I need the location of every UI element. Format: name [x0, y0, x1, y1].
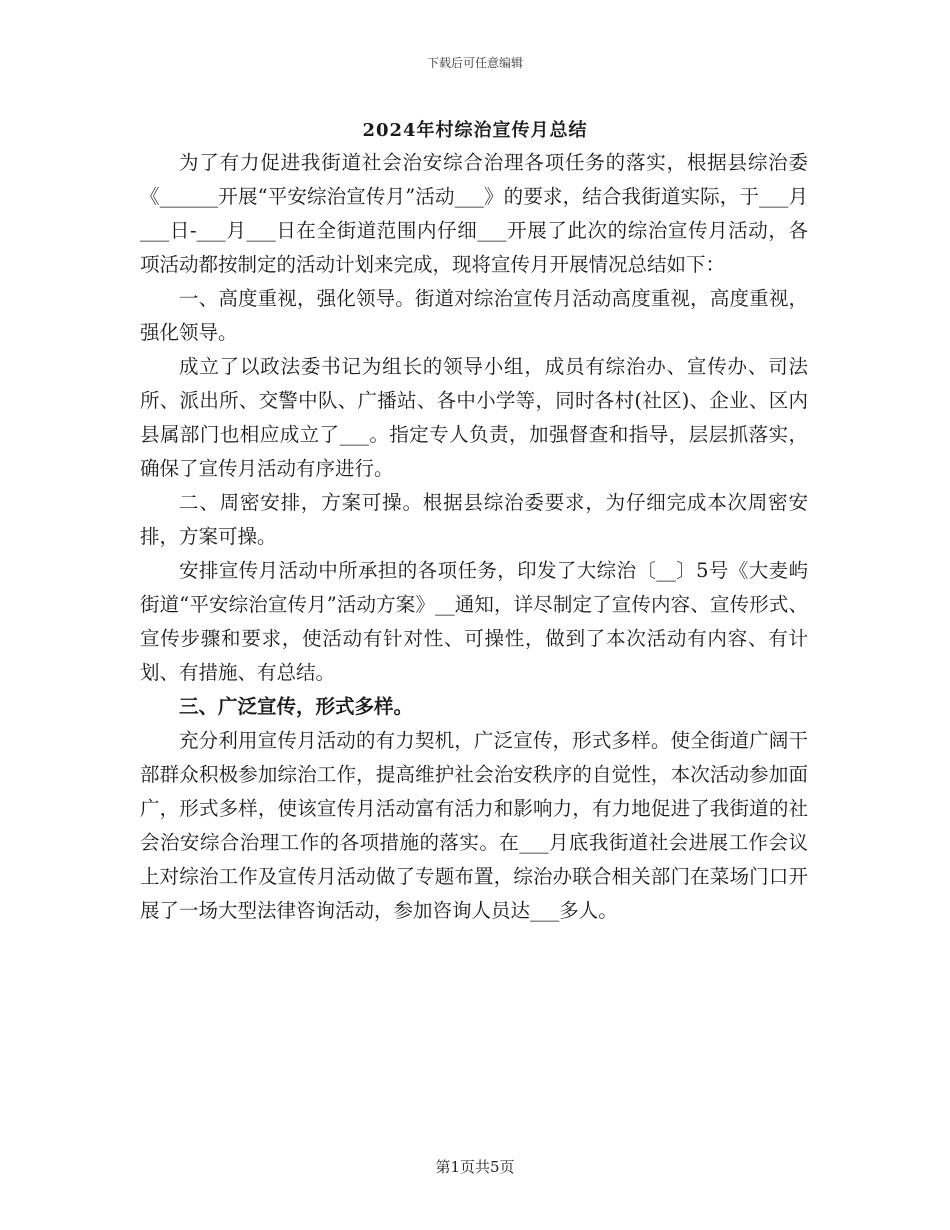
paragraph-section-2-heading: 二、周密安排，方案可操。根据县综治委要求，为仔细完成本次周密安排，方案可操。 [140, 491, 808, 548]
document-body [140, 146, 808, 928]
paragraph-section-1-heading: 一、高度重视，强化领导。街道对综治宣传月活动高度重视，高度重视，强化领导。 [140, 287, 808, 344]
paragraph-section-3-body: 充分利用宣传月活动的有力契机，广泛宣传，形式多样。使全街道广阔干部群众积极参加综治工作，提高维护社会治安秩序的自觉性，本次活动参加面广，形式多样，使该宣传月活动富有活力和影响力，有力地促进了我街道的社会治安综合治理工作的各项措施的落实。在___月底我街道社会进展工作会议上对综治工作及宣传月活动做了专题布置，综治办联合相关部门在菜场门口开展了一场大型法律咨询活动，参加咨询人员达___多人。 [140, 729, 808, 922]
header-note: 下载后可任意编辑 [426, 56, 523, 70]
document-title: 2024年村综治宣传月总结 [362, 120, 588, 141]
paragraph-intro: 为了有力促进我街道社会治安综合治理各项任务的落实，根据县综治委《______开展“平安综治宣传月”活动___》的要求，结合我街道实际，于___月___日-___月___日在全街道范围内仔细___开展了此次的综治宣传月活动，各项活动都按制定的活动计划来完成，现将宣传月开展情况总结如下： [140, 151, 808, 276]
page-indicator: 第1页共5页 [435, 1158, 515, 1176]
paragraph-section-3-heading: 三、广泛宣传，形式多样。 [179, 695, 414, 718]
paragraph-section-1-body: 成立了以政法委书记为组长的领导小组，成员有综治办、宣传办、司法所、派出所、交警中队、广播站、各中小学等，同时各村(社区)、企业、区内县属部门也相应成立了___。指定专人负责，加强督查和指导，层层抓落实，确保了宣传月活动有序进行。 [140, 355, 808, 480]
paragraph-section-2-body: 安排宣传月活动中所承担的各项任务，印发了大综治〔__〕5号《大麦屿街道“平安综治宣传月”活动方案》__通知，详尽制定了宣传内容、宣传形式、宣传步骤和要求，使活动有针对性、可操性，做到了本次活动有内容、有计划、有措施、有总结。 [140, 559, 808, 684]
